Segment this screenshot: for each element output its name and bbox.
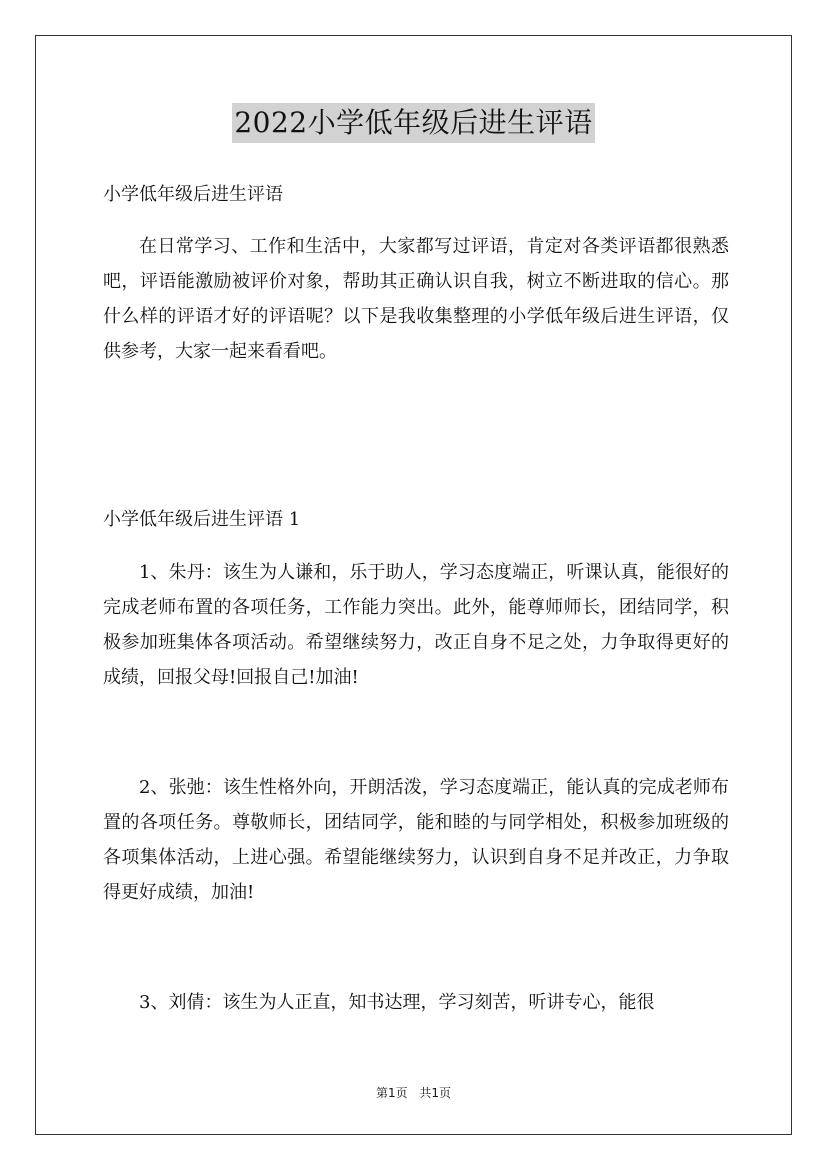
comment-entry: 2、张弛：该生性格外向，开朗活泼，学习态度端正，能认真的完成老师布置的各项任务。尊敬师长，团结同学，能和睦的与同学相处，积极参加班级的各项集体活动，上进心强。希望能继续努力，认识到自身不足并改正，力争取得更好成绩，加油! [103, 777, 729, 903]
section-heading: 小学低年级后进生评语 1 [103, 509, 301, 530]
page-total: 共1页 [419, 1086, 452, 1100]
document-title: 2022小学低年级后进生评语 [232, 103, 594, 143]
intro-heading: 小学低年级后进生评语 [103, 184, 283, 205]
intro-paragraph: 在日常学习、工作和生活中，大家都写过评语，肯定对各类评语都很熟悉吧，评语能激励被评价对象，帮助其正确认识自我，树立不断进取的信心。那什么样的评语才好的评语呢？以下是我收集整理的小学低年级后进生评语，仅供参考，大家一起来看看吧。 [103, 236, 729, 362]
title-container [0, 103, 827, 143]
comment-entry: 1、朱丹：该生为人谦和，乐于助人，学习态度端正，听课认真，能很好的完成老师布置的各项任务，工作能力突出。此外，能尊师师长，团结同学，积极参加班集体各项活动。希望继续努力，改正自身不足之处，力争取得更好的成绩，回报父母!回报自己!加油! [103, 562, 729, 688]
comment-entry: 3、刘倩：该生为人正直，知书达理，学习刻苦，听讲专心，能很 [139, 992, 655, 1013]
page-number: 第1页 [375, 1086, 408, 1100]
page-footer [0, 1085, 827, 1101]
